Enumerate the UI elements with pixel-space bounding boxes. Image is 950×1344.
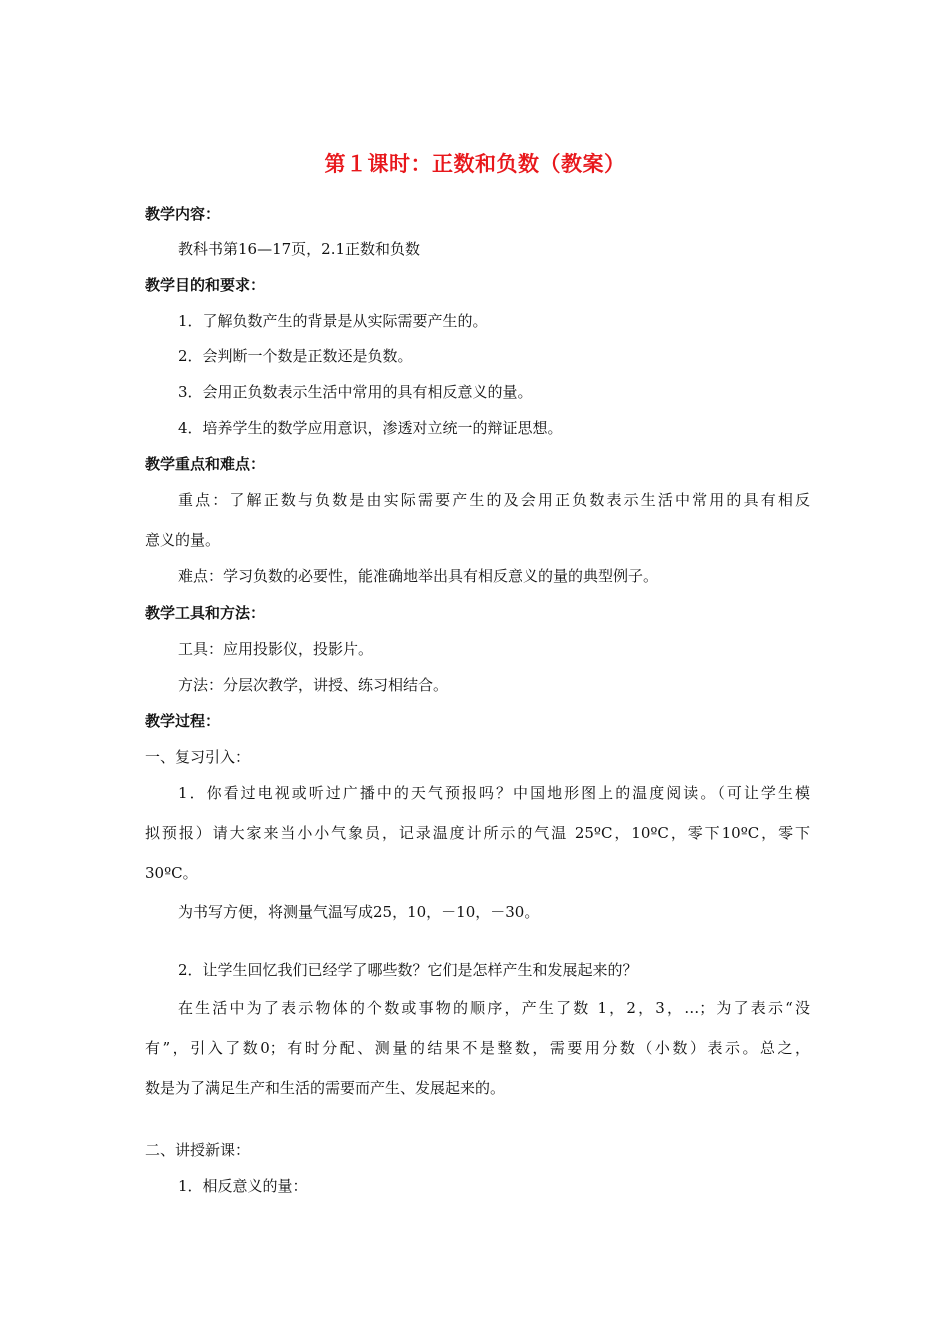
- paragraph-line: 有”，引入了数0；有时分配、测量的结果不是整数，需要用分数（小数）表示。总之，: [145, 1039, 810, 1057]
- paragraph-line: 拟预报）请大家来当小小气象员，记录温度计所示的气温 25ºC，10ºC，零下10ºC，零下: [145, 824, 810, 842]
- paragraph-line: 1．相反意义的量：: [178, 1177, 308, 1195]
- paragraph-line: 2．让学生回忆我们已经学了哪些数？它们是怎样产生和发展起来的？: [178, 961, 638, 979]
- section-heading-tools-methods: 教学工具和方法：: [145, 604, 266, 622]
- paragraph-line: 教科书第16—17页，2.1正数和负数: [178, 240, 421, 258]
- paragraph-line: 工具：应用投影仪，投影片。: [178, 640, 374, 658]
- section-heading-key-points: 教学重点和难点：: [145, 455, 266, 473]
- document-title: 第１课时：正数和负数（教案）: [324, 152, 626, 176]
- paragraph-line: 意义的量。: [145, 531, 221, 549]
- paragraph-line: 方法：分层次教学，讲授、练习相结合。: [178, 676, 449, 694]
- paragraph-line: 在生活中为了表示物体的个数或事物的顺序，产生了数 1，2，3，…；为了表示“没: [178, 999, 810, 1017]
- subsection-heading: 二、讲授新课：: [145, 1141, 251, 1159]
- paragraph-line: 1．了解负数产生的背景是从实际需要产生的。: [178, 312, 488, 330]
- section-heading-process: 教学过程：: [145, 712, 221, 730]
- paragraph-line: 2．会判断一个数是正数还是负数。: [178, 347, 413, 365]
- subsection-heading: 一、复习引入：: [145, 748, 251, 766]
- paragraph-line: 3．会用正负数表示生活中常用的具有相反意义的量。: [178, 383, 533, 401]
- paragraph-line: 1．你看过电视或听过广播中的天气预报吗？中国地形图上的温度阅读。（可让学生模: [178, 784, 810, 802]
- paragraph-line: 4．培养学生的数学应用意识，渗透对立统一的辩证思想。: [178, 419, 563, 437]
- section-heading-objectives: 教学目的和要求：: [145, 276, 266, 294]
- paragraph-line: 为书写方便，将测量气温写成25，10，－10，－30。: [178, 903, 540, 921]
- section-heading-content: 教学内容：: [145, 205, 221, 223]
- paragraph-line: 难点：学习负数的必要性，能准确地举出具有相反意义的量的典型例子。: [178, 567, 659, 585]
- paragraph-line: 重点：了解正数与负数是由实际需要产生的及会用正负数表示生活中常用的具有相反: [178, 491, 810, 509]
- paragraph-line: 30ºC。: [145, 864, 198, 882]
- paragraph-line: 数是为了满足生产和生活的需要而产生、发展起来的。: [145, 1079, 506, 1097]
